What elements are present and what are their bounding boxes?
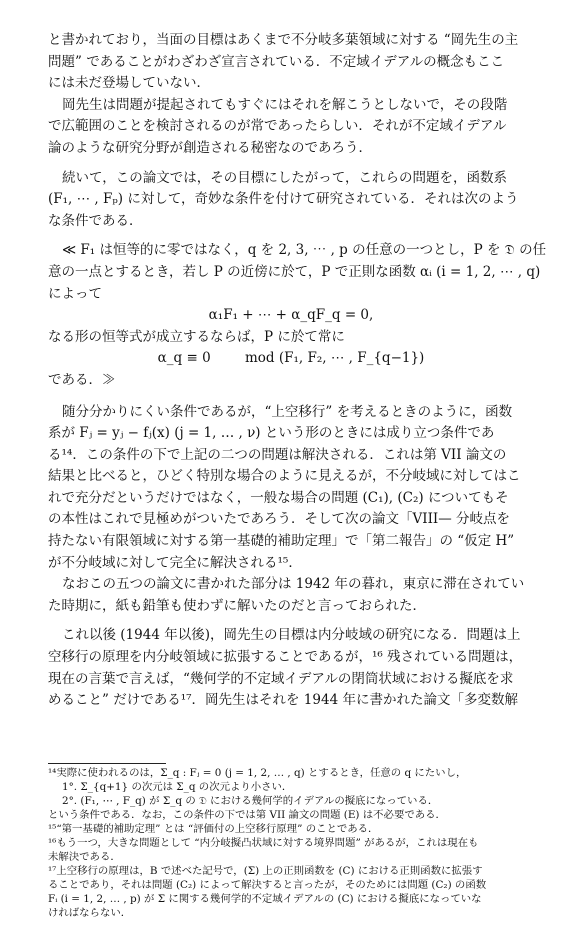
text-line: 意の一点とするとき，若し P の近傍に於て，P で正則な函数 αᵢ (i = 1, 2, ⋯ , q) bbox=[48, 263, 541, 280]
paragraph bbox=[48, 370, 534, 392]
paragraph bbox=[48, 625, 534, 711]
text-line: (F₁, ⋯ , Fₚ) に対して，奇妙な条件を付けて研究されている．それは次のよう bbox=[48, 191, 519, 208]
paragraph bbox=[48, 402, 534, 575]
footnote-divider bbox=[48, 763, 166, 764]
text-line: れで充分だというだけではなく，一般な場合の問題 (C₁), (C₂) についてもそ bbox=[48, 489, 509, 506]
equation: α₁F₁ + ⋯ + α_qF_q = 0, bbox=[208, 307, 374, 324]
footnote-line: 未解決である． bbox=[48, 851, 121, 863]
footnote-line: ることであり，それは問題 (C₂) によって解決すると言ったが，そのためには問題 (C₂) の函数 bbox=[48, 879, 487, 891]
paragraph bbox=[48, 95, 534, 160]
footnote-17 bbox=[48, 864, 534, 920]
footnote-line: Fᵢ (i = 1, 2, … , p) が Σ に関する幾何学的不定域イデアルの (C) における擬底になっていな bbox=[48, 893, 482, 905]
text-line: めること” だけである¹⁷．岡先生はそれを 1944 年に書かれた論文「多変数解 bbox=[48, 692, 518, 709]
text-line: 岡先生は問題が提起されてもすぐにはそれを解こうとしないで，その段階 bbox=[62, 96, 508, 113]
text-line: 論のような研究分野が創造される秘密なのであろう． bbox=[48, 139, 372, 156]
footnote-line: 1°. Σ_{q+1} の次元は Σ_q の次元より小さい． bbox=[62, 781, 293, 793]
text-line: 続いて，この論文では，その目標にしたがって，これらの問題を，函数系 bbox=[62, 169, 507, 186]
footnote-16 bbox=[48, 836, 534, 864]
footnote-line: という条件である．なお，この条件の下では第 VII 論文の問題 (E) は不必要である． bbox=[48, 809, 446, 821]
footnote-line: 2°. (F₁, ⋯ , F_q) が Σ_q の 𝔇 における幾何学的イデアルの擬底になっている． bbox=[62, 795, 439, 807]
text-line: ≪ F₁ は恒等的に零ではなく，q を 2, 3, ⋯ , p の任意の一つとし，P を 𝔇 の任 bbox=[62, 242, 547, 259]
paragraph bbox=[48, 574, 534, 617]
text-line: 系が Fⱼ = yⱼ − fⱼ(x) (j = 1, … , ν) という形のときには成り立つ条件であ bbox=[48, 425, 495, 442]
text-line: が不分岐域に対して完全に解決される¹⁵． bbox=[48, 554, 302, 571]
text-line: 結果と比べると，ひどく特別な場合のように見えるが，不分岐域に対してはこ bbox=[48, 468, 521, 485]
text-line: なる形の恒等式が成立するならば，P に於て常に bbox=[48, 328, 345, 345]
footnote-line: ¹⁶もう一つ，大きな問題として “内分岐擬凸状域に対する境界問題” があるが，これは現在も bbox=[48, 837, 479, 849]
paragraph bbox=[48, 30, 534, 95]
equation: α_q ≡ 0 mod (F₁, F₂, ⋯ , F_{q−1}) bbox=[157, 350, 425, 367]
text-line: によって bbox=[48, 285, 102, 302]
paragraph bbox=[48, 327, 534, 349]
text-line: これ以後 (1944 年以後)，岡先生の目標は内分岐域の研究になる．問題は上 bbox=[62, 627, 521, 644]
text-line: 空移行の原理を内分岐領域に拡張することであるが，¹⁶ 残されている問題は， bbox=[48, 649, 523, 666]
text-line: なおこの五つの論文に書かれた部分は 1942 年の暮れ，東京に滞在されてい bbox=[62, 576, 525, 593]
paragraph bbox=[48, 168, 534, 233]
text-line: の本性はこれで見極めがついたであろう．そして次の論文「VIII— 分岐点を bbox=[48, 511, 511, 528]
text-line: な条件である． bbox=[48, 212, 143, 229]
text-line: には未だ登場していない． bbox=[48, 75, 210, 92]
footnote-line: ¹⁴実際に使われるのは，Σ_q : Fⱼ = 0 (j = 1, 2, … , q) とするとき，任意の q にたいし， bbox=[48, 767, 467, 779]
text-line: た時期に，紙も鉛筆も使わずに解いたのだと言っておられた． bbox=[48, 597, 426, 614]
footnotes bbox=[48, 766, 534, 920]
text-line: で広範囲のことを検討されるのが常であったらしい．それが不定域イデアル bbox=[48, 118, 507, 135]
text-line: 随分分かりにくい条件であるが，“上空移行” を考えるときのように，函数 bbox=[62, 403, 513, 420]
text-line: 問題” であることがわざわざ宣言されている．不定域イデアルの概念もここ bbox=[48, 53, 505, 70]
quoted-condition bbox=[48, 240, 547, 305]
text-line: 現在の言葉で言えば，“幾何学的不定域イデアルの閉筒状域における擬底を求 bbox=[48, 670, 514, 687]
text-line: 持たない有限領域に対する第一基礎的補助定理」で「第二報告」の “仮定 H” bbox=[48, 533, 515, 550]
text-line: と書かれており，当面の目標はあくまで不分岐多葉領域に対する “岡先生の主 bbox=[48, 32, 519, 48]
body-text bbox=[48, 30, 547, 712]
text-line: る¹⁴．この条件の下で上記の二つの問題は解決される．これは第 VII 論文の bbox=[48, 446, 507, 463]
footnote-line: ければならない． bbox=[48, 907, 132, 919]
footnote-line: ¹⁷上空移行の原理は，B で述べた記号で，(Σ) 上の正則函数を (C) における正則函数に拡張す bbox=[48, 865, 483, 877]
text-line: である．≫ bbox=[48, 371, 116, 388]
footnote-15 bbox=[48, 822, 534, 836]
footnote-14 bbox=[48, 766, 534, 822]
footnote-line: ¹⁵“第一基礎的補助定理” とは “評価付の上空移行原理” のことである． bbox=[48, 823, 379, 835]
